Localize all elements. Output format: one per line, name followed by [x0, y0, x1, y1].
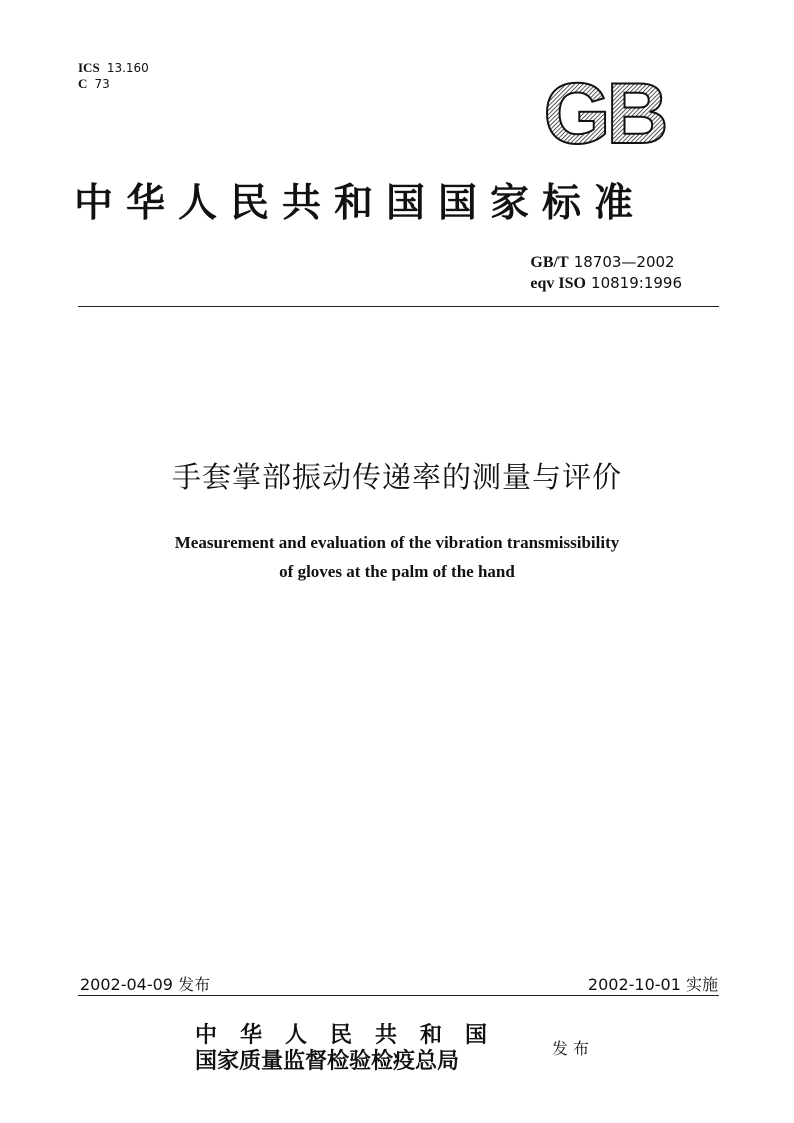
release-date: 2002-04-09: [80, 975, 173, 994]
header-divider: [78, 306, 719, 307]
publish-label: 发布: [552, 1039, 595, 1058]
ics-label: ICS: [78, 60, 100, 75]
issuing-authority: [195, 1023, 510, 1075]
country-standard-title: 中华人民共和国国家标准: [74, 180, 647, 226]
release-date-block: [80, 972, 210, 995]
title-english: [0, 528, 794, 586]
ics-code: [78, 60, 149, 76]
implement-date: 2002-10-01: [587, 975, 681, 994]
classification-codes: [78, 60, 149, 92]
standard-number-block: [530, 252, 682, 294]
gb-number: 18703—2002: [573, 253, 675, 271]
eqv-line: [530, 273, 682, 294]
eqv-number: 10819:1996: [591, 274, 682, 292]
eqv-label: eqv ISO: [530, 275, 586, 292]
issuer-line2: 国家质量监督检验检疫总局: [195, 1048, 460, 1074]
ics-value: 13.160: [106, 61, 149, 75]
footer-divider: [78, 995, 719, 996]
ccs-code: [78, 76, 149, 92]
implement-label: 实施: [685, 975, 718, 994]
gb-label: GB/T: [530, 254, 569, 271]
ccs-value: 73: [94, 77, 110, 91]
title-english-line2: of gloves at the palm of the hand: [279, 562, 515, 581]
gb-number-line: [530, 252, 682, 273]
release-label: 发布: [178, 975, 211, 994]
implement-date-block: [588, 972, 718, 995]
title-english-line1: Measurement and evaluation of the vibration transmissibility: [174, 533, 620, 552]
title-chinese: 手套掌部振动传递率的测量与评价: [171, 460, 622, 494]
ccs-label: C: [78, 76, 88, 91]
gb-logo-text: GB: [543, 73, 665, 149]
issuer-line1: 中华人民共和国: [195, 1022, 511, 1048]
gb-logo: [530, 73, 676, 149]
